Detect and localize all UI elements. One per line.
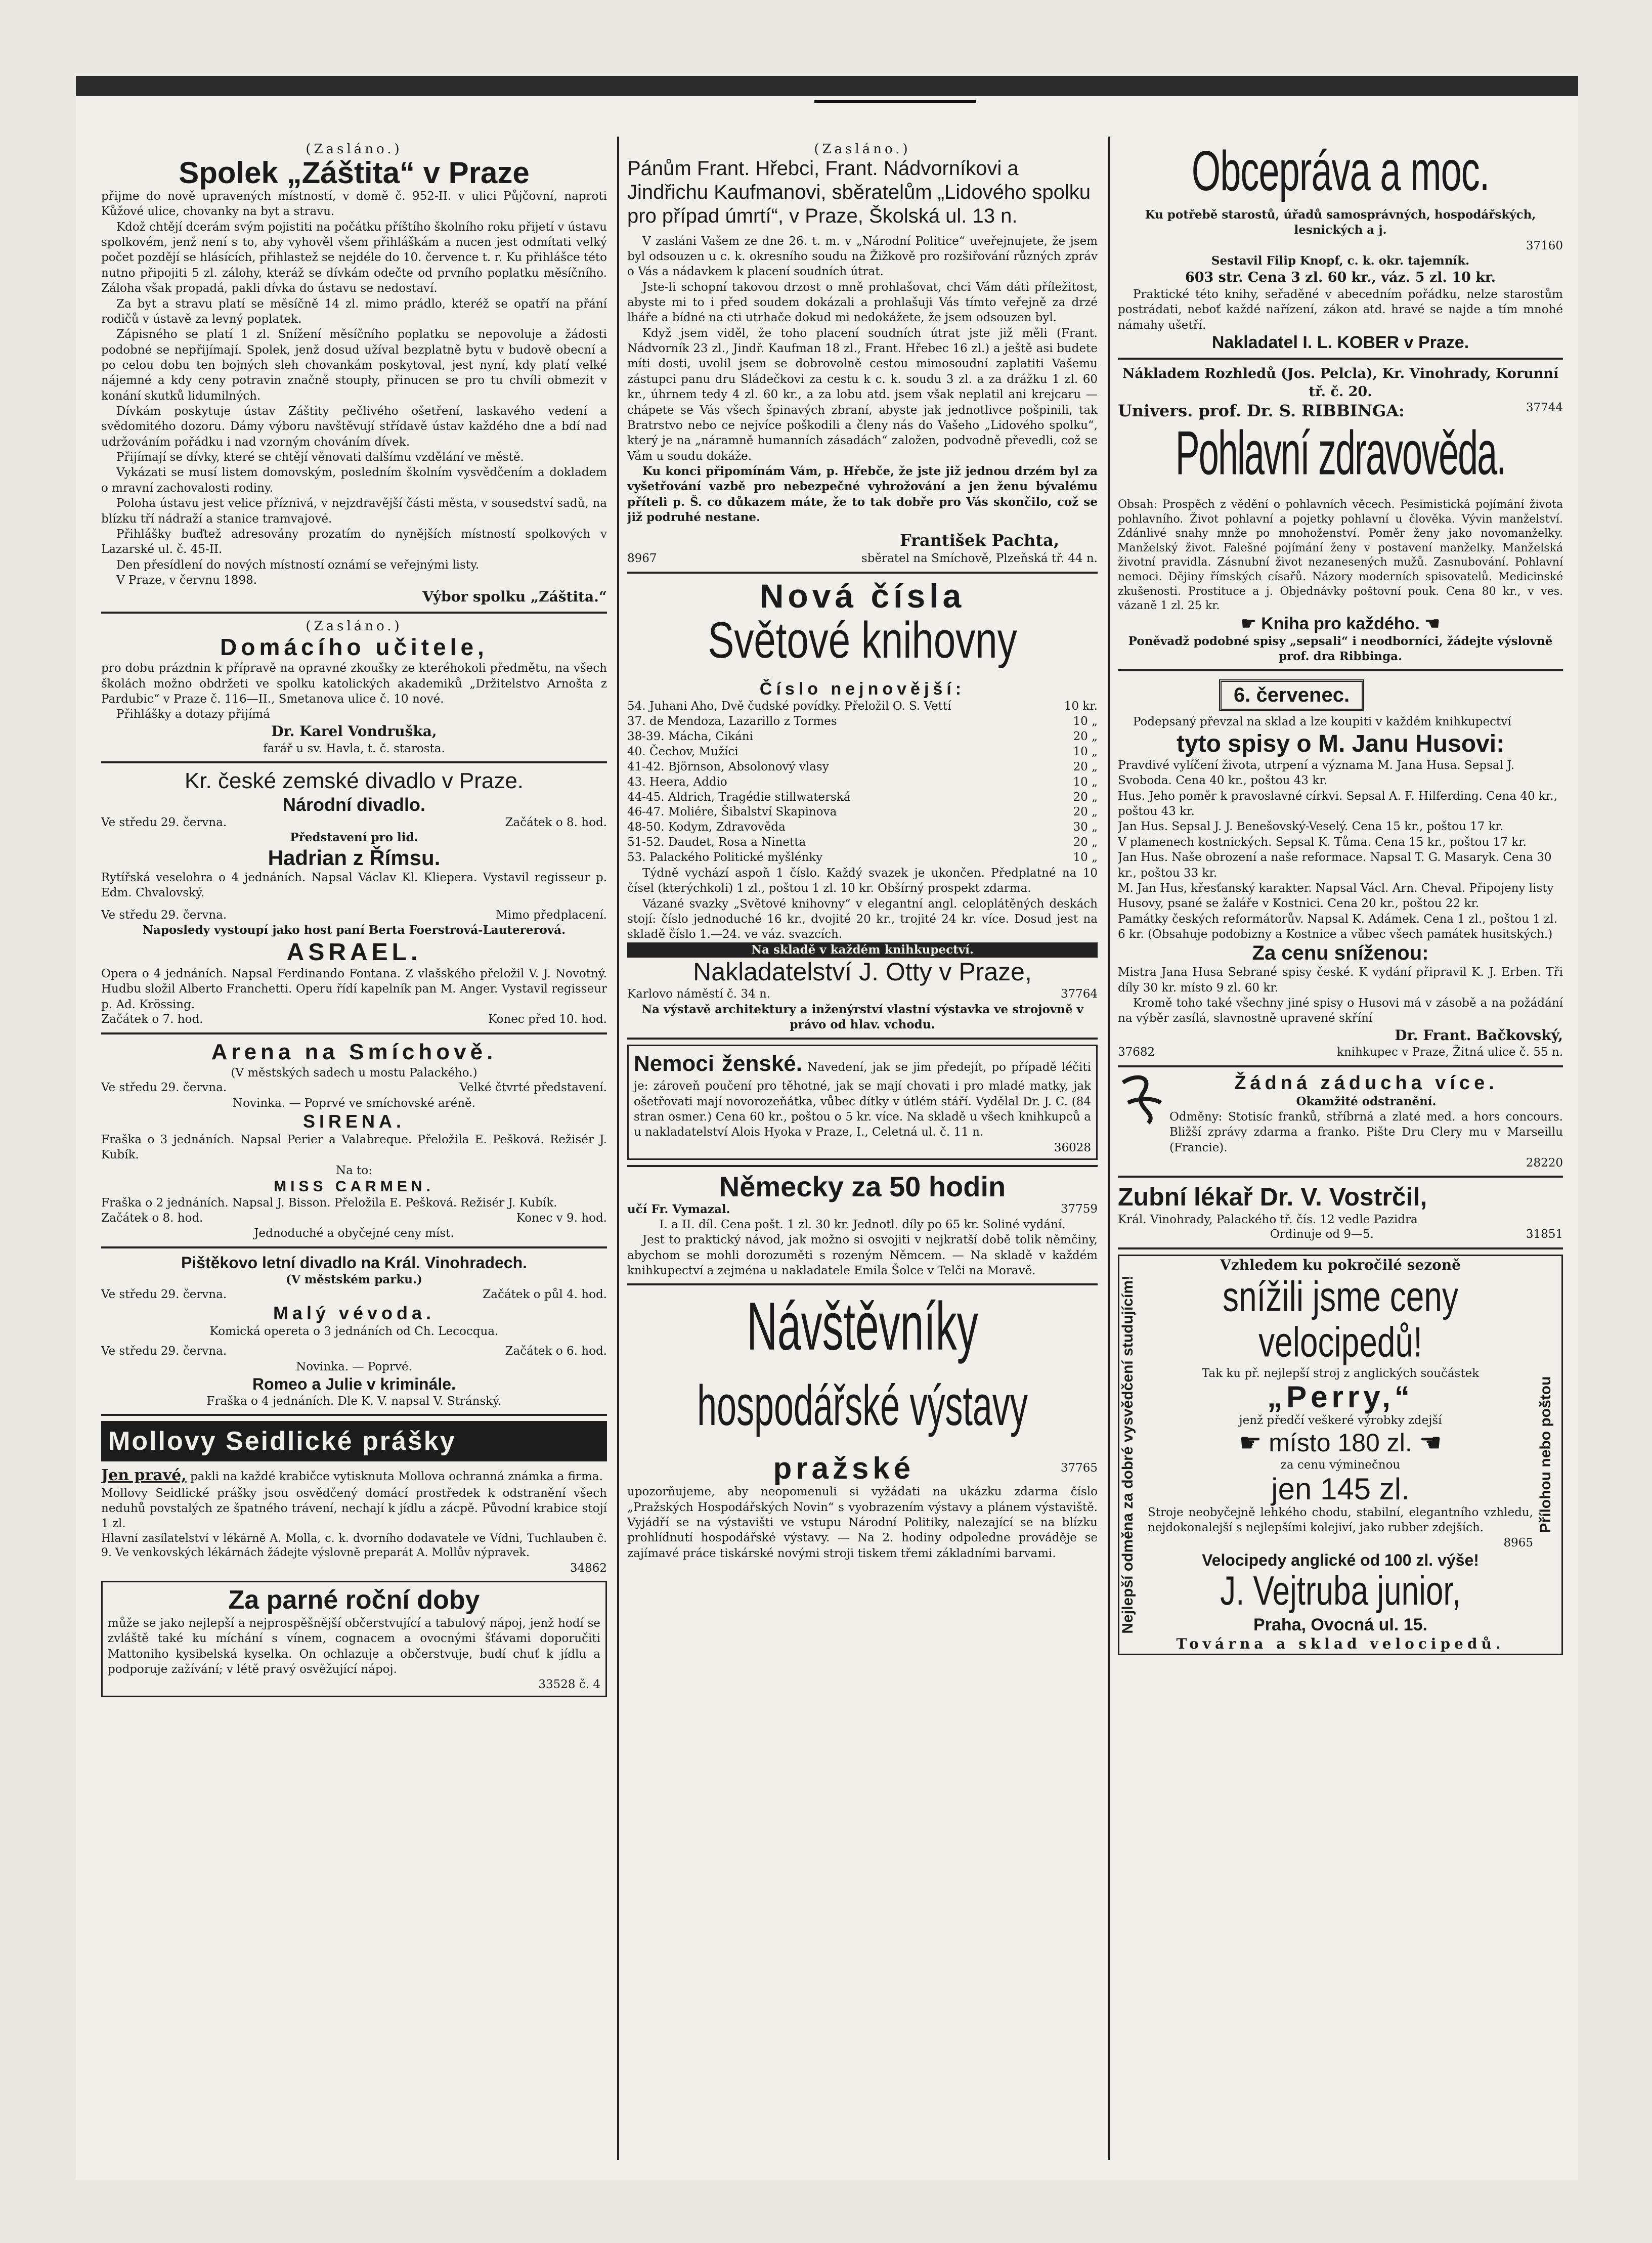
arena-start: Začátek o 8. hod. [101,1211,203,1225]
perry-firm: J. Vejtruba junior, [1220,1568,1461,1614]
cervenec-addr: knihkupec v Praze, Žitná ulice č. 55 n. [1337,1045,1563,1059]
hrebec-para-4: Ku konci připomínám Vám, p. Hřebče, že jste již jednou drzém byl za vyšetřování vazbě pro nebezpečné vyhrožování a jen ženu bývalému příteli p. Š. co důkazem máte, že to tak dobře pro Vás skončilo, což se již podruhé nestane. [627,464,1098,525]
arena-d2: Fraška o 2 jednáních. Napsal J. Bisson. Přeložila E. Pešková. Režisér J. Kubík. [101,1196,557,1210]
zubni-num: 31851 [1526,1228,1563,1241]
divadlo-title: Kr. české zemské divadlo v Praze. [184,768,524,793]
zastita-date: V Praze, v červnu 1898. [116,573,257,587]
hrebec-para-3: Když jsem viděl, že toho placení soudních útrat jste již měli (Frant. Nádvorník 23 zl., Jindř. Kaufman 18 zl., Frant. Hřebec 16 zl.) a ještě asi budete míti dosti, uvolil jsem se dobrovolně cestou mimosoudní zaplatiti Vašemu zástupci panu dru Sládečkovi za cestu k c. k. soudu 3 zl. a za drážku 1 zl. 60 kr., úhrnem tedy 4 zl. 60 kr., a za lobu atd. jsem však neplatil ani krejcaru — chápete se Vás všech špinavých zbraní, abyste jak jednotlivce pošpinili, tak Bratrstvo nebo ce nejvíce poškodili a členy nás do Vašeho „Lidového spolku“, který je na „náramně humanních zásadách“ založen, podvodně převedli, což se Vám u soudu dokáže. [627,326,1098,463]
ucitel-body: pro dobu prázdnin k přípravě na opravné zkoušky ze kteréhokoli předmětu, na všech školách možno obdržeti ve spolku katolických akademiků „Držitelstvo Arnošta z Pardubic“ v Praze č. 116—II., Smetanova ulice č. 10 nové. [101,662,607,706]
nemecky-body2: Jest to praktický návod, jak možno si osvojiti v nejkratší době tolik němčiny, abychom se mohli dorozuměti s rozeným Němcem. — Na skladě v každém knihkupectví a zejména u nakladatele Emila Šolce v Telči na Moravě. [627,1233,1098,1277]
pistekovo-sub: (V městském parku.) [286,1272,422,1286]
zastita-para-5: Dívkám poskytuje ústav Záštity pečlivého ošetření, laskavého vedení a svědomitého dozoru. Dámy výboru navštěvují střídavě ústav každého dne a bdí nad udržováním pořádku i nad vzorným chováním dívek. [101,405,607,449]
ad-navstevniky [627,1290,1098,1561]
svetove-h3: Číslo nejnovější: [759,679,966,699]
zastita-para-10: Den přesídlení do nových místností oznámí se veřejnými listy. [116,558,480,572]
pistekovo-title: Pištěkovo letní divadlo na Král. Vinohradech. [181,1253,528,1272]
svetove-num: 37764 [1060,987,1098,1001]
divider [101,761,607,763]
arena-d1: Fraška o 3 jednáních. Napsal Perier a Valabreque. Přeložila E. Pešková. Režisér J. Kubík. [101,1133,607,1162]
divadlo-p2-start: Začátek o 7. hod. [101,1013,203,1026]
divadlo-p1-date: Ve středu 29. června. [101,815,227,829]
perry-brand2: jenž předčí veškeré výrobky zdejší [1239,1414,1442,1428]
zastita-para-8: Poloha ústavu jest velice příznivá, v nejzdravější části města, v sousedství sadů, na blízku tří nádraží a stanice tramvajové. [101,497,607,526]
cervenec-date: 6. červenec. [1234,684,1350,707]
list-item: 54. Juhani Aho, Dvě čudské povídky. Přeložil O. S. Vettí 10 kr. [627,700,1098,713]
divider [1118,1065,1563,1067]
hrebec-num: 8967 [627,551,657,565]
perry-ang: Velocipedy anglické od 100 zl. výše! [1202,1550,1479,1569]
divider [1118,1176,1563,1178]
pohlavni-author: Univers. prof. Dr. S. RIBBINGA: [1118,401,1405,421]
zaslano-label: (Zasláno.) [306,619,403,634]
cervenec-sign: Dr. Frant. Bačkovský, [1395,1026,1563,1044]
arena-end: Konec v 9. hod. [516,1211,607,1225]
ad-zastita [101,142,607,607]
cervenec-title: tyto spisy o M. Janu Husovi: [1176,730,1505,757]
ad-mollovy [101,1421,607,1576]
divadlo-p2-date: Ve středu 29. června. [101,908,227,922]
ad-divadlo [101,768,607,1027]
divider [101,612,607,614]
monogram-logo [1118,1072,1163,1171]
top-rule [814,100,976,103]
hrebec-para-1: V zasláni Vašem ze dne 26. t. m. v „Národní Politice“ uveřejnujete, že jsem byl odsouzen u c. k. okresního soudu na Žižkově pro rozšiřování různých zpráv o Vás a nádavkem k placení soudních útrat. [627,234,1098,279]
list-item: Památky českých reformátorův. Napsal K. Adámek. Cena 1 zl., poštou 1 zl. 6 kr. (Obsahuje podobizny a Kostnice a vůbec všech památek husitských.) [1118,912,1557,941]
list-item: 37. de Mendoza, Lazarillo z Tormes 10 „ [627,715,1098,728]
pistekovo-a1b: Začátek o půl 4. hod. [483,1288,607,1302]
pistekovo-a1: Ve středu 29. června. [101,1288,227,1302]
parne-title: Za parné roční doby [228,1585,480,1615]
navstevniky-h2: hospodářské výstavy [697,1374,1028,1438]
pointing-hand-icon: ☚ [1419,1428,1442,1457]
zadna-num: 28220 [1526,1156,1563,1170]
mollovy-body: Mollovy Seidlické prášky jsou osvědčený domácí prostředek k odstranění všech neduhů povstalých ze špatného trávení, nechají k jídlu a zácpě. Původní krabice stojí 1 zl. [101,1486,607,1531]
navstevniky-body: upozorňujeme, aby neopomenuli si vyžádati na ukázku zdarma číslo „Pražských Hospodářských Novin“ s vyobrazením výstavy a plánem výstaviště. Vyjádří se na výstavišti ve vstupu Národní Politiky, nalezající se na blízku prohlídnutí hospodářské výstavy. — Na 2. hodiny odpoledne prováděje se zajímavé práce tiskárské novými stroji tiskem třemi základními barvami. [627,1485,1098,1560]
nemecky-num: 37759 [1060,1202,1098,1216]
divider [1118,669,1563,671]
column-rule-2 [1108,137,1110,2160]
column-2 [627,142,1098,2160]
zaslano-label: (Zasláno.) [306,142,403,157]
perry-body: Stroje neobyčejně lehkého chodu, stabilní, elegantního vzhledu, nejdokonalejší s nejlepšími kolejiví, jako rubber zdejších. [1148,1505,1533,1535]
divadlo-p2-title: ASRAEL. [286,938,422,966]
nemoci-num: 36028 [1054,1141,1091,1154]
svetove-note2: Vázané svazky „Světové knihovny“ v elegantní angl. celoplátěných deskách stojí: číslo jednoduché 16 kr., dvojité 20 kr., trojité 24 kr. více. Dosud jest na skladě číslo 1.—24. ve váz. svazcích. [627,897,1098,941]
svetove-note: Týdně vychází aspoň 1 číslo. Každý svazek je ukončen. Předplatné na 10 čísel (kterýchkoli) 1 zl., poštou 1 zl. 10 kr. Obšírný prospekt zdarma. [627,866,1098,895]
perry-tov: Továrna a sklad velocipedů. [1176,1635,1505,1652]
zubni-hours: Ordinuje od 9—5. [1270,1228,1374,1241]
arena-t2: MISS CARMEN. [274,1178,434,1195]
ad-nemecky [627,1172,1098,1278]
pistekovo-a2: Ve středu 29. června. [101,1345,227,1358]
ad-obcepravo [1118,142,1563,353]
list-item: 46-47. Moliére, Šibalství Skapinova 20 „ [627,805,1098,819]
arena-prices: Jednoduché a obyčejné ceny míst. [254,1227,454,1240]
ad-zubni [1118,1183,1563,1242]
divadlo-p2-end: Konec před 10. hod. [488,1013,607,1026]
pistekovo-t1: Malý vévoda. [273,1303,436,1324]
arena-t1: SIRENA. [302,1111,406,1132]
zubni-addr: Král. Vinohrady, Palackého tř. čís. 12 vedle Pazidra [1118,1213,1418,1226]
nemecky-title: Německy za 50 hodin [719,1171,1006,1203]
column-3 [1118,142,1563,2160]
cervenec-krome: Kromě toho také všechny jiné spisy o Husovi má v zásobě a na požádání na výběr zasílá, slavnostně upravené skříní [1118,997,1563,1025]
perry-zacenu: za cenu výminečnou [1280,1458,1401,1472]
perry-misto: ☛ místo 180 zl. ☚ [1239,1428,1442,1457]
pistekovo-t2: Romeo a Julie v kriminále. [252,1374,456,1393]
parne-num: 33528 č. 4 [538,1678,600,1692]
ad-zadna-zaducha [1118,1072,1563,1171]
ad-parne [101,1581,607,1697]
newspaper-page [76,76,1578,2180]
top-dark-band [76,76,1578,96]
pohlavni-num: 37744 [1526,401,1563,415]
obcepravo-author: Sestavil Filip Knopf, c. k. okr. tajemník. [1211,254,1470,268]
zubni-title: Zubní lékař Dr. V. Vostrčil, [1118,1183,1427,1212]
arena-show: Velké čtvrté představení. [459,1081,607,1094]
obcepravo-num: 37160 [1526,239,1563,252]
cervenec-intro: Podepsaný převzal na sklad a lze koupiti v každém knihkupectví [1133,715,1511,729]
ucitel-note: Přihlášky a dotazy přijímá [116,708,270,721]
ad-pohlavni [1118,365,1563,664]
hrebec-title: Pánům Frant. Hřebci, Frant. Nádvorníkovi a Jindřichu Kaufmanovi, sběratelům „Lidového spolku pro případ úmrtí“, v Praze, Školská ul. 13 n. [627,157,1091,228]
navstevniky-h3: pražské [773,1451,915,1486]
perry-num: 8965 [1503,1536,1533,1550]
obcepravo-body: Praktické této knihy, seřaděné v abecedním pořádku, nelze starostům postrádati, neboť každé nařízení, zákon atd. hravé se najde a tím mnohé námahy ušetří. [1118,288,1563,332]
perry-side-right: Přílohou nebo poštou [1537,1376,1554,1533]
nemecky-sub: učí Fr. Vymazal. [627,1202,730,1216]
divider [627,1165,1098,1167]
list-item: Pravdivé vylíčení života, utrpení a význama M. Jana Husa. Sepsal J. Svoboda. Cena 40 kr., poštou 43 kr. [1118,759,1515,788]
zastita-para-6: Přijímají se dívky, které se chtějí věnovati dalšímu vzdělání ve městě. [116,451,524,464]
divadlo-p1-title: Hadrian z Římsu. [268,845,441,870]
ad-pistekovo [101,1254,607,1409]
monogram-logo-graphic [1118,1072,1163,1128]
divadlo-p1-desc: Rytířská veselohra o 4 jednáních. Napsal Václav Kl. Kliepera. Vystavil regisseur p. Edm. Chvalovský. [101,871,607,900]
divadlo-sub: Národní divadlo. [282,794,426,815]
obcepravo-title: Obcepráva a moc. [1191,142,1490,202]
arena-sub: (V městských sadech u mostu Palackého.) [231,1066,477,1080]
divider [1118,358,1563,360]
mollovy-lead2: pakli na každé krabičce vytisknuta Mollova ochranná známka a firma. [190,1470,603,1484]
parne-body: může se jako nejlepší a nejprospěšnější občerstvující a tabulový nápoj, jenž hodí se zvláště také ku míchání s vínem, cognacem a ovocnými šťávami doporučiti Mattoniho kysibelská kyselka. On ochlazuje a občerstvuje, budí chuť k jídlu a podporuje zažívání; v létě pravý osvěžující nápoj. [108,1617,600,1676]
perry-lead: Vzhledem ku pokročilé sezoně [1220,1257,1461,1274]
pistekovo-a2b: Začátek o 6. hod. [505,1345,607,1358]
pistekovo-d1: Komická opereta o 3 jednáních od Ch. Lecocqua. [209,1325,499,1339]
pistekovo-d2: Fraška o 4 jednáních. Dle K. V. napsal V. Stránský. [206,1394,502,1408]
pointing-hand-icon: ☛ [1241,614,1256,633]
svetove-pub: Nakladatelství J. Otty v Praze, [693,958,1032,986]
list-item: V plamenech kostnických. Sepsal K. Tůma. Cena 15 kr., poštou 17 kr. [1118,835,1527,849]
perry-side-left: Nejlepší odměna za dobré vysvědčení studujícím! [1119,1275,1136,1634]
zaslano-label: (Zasláno.) [814,142,911,157]
mollovy-lead: Jen pravé, [101,1466,187,1485]
cervenec-snizenou: Za cenu sníženou: [1252,942,1429,965]
list-item: 51-52. Daudet, Rosa a Ninetta 20 „ [627,836,1098,849]
divadlo-p1-start: Začátek o 8. hod. [505,815,607,829]
arena-title: Arena na Smíchově. [211,1039,497,1064]
ad-perry [1118,1255,1563,1655]
perry-h2: velocipedů! [1258,1318,1422,1366]
zastita-title: Spolek „Záštita“ v Praze [179,156,530,190]
arena-date: Ve středu 29. června. [101,1081,227,1094]
perry-brand: „Perry,“ [1267,1380,1414,1414]
divadlo-p2-guest: Naposledy vystoupí jako host paní Berta Foerstrová-Lautererová. [142,923,566,937]
perry-h1: snížili jsme ceny [1223,1273,1458,1320]
navstevniky-h1: Návštěvníky [747,1288,978,1364]
zastita-para-3: Za byt a stravu platí se měsíčně 14 zl. mimo prádlo, kteréž se opatří na přání rodičů v ústavě za levný poplatek. [101,297,607,326]
ad-hrebec [627,142,1098,567]
pohlavni-note: Poněvadž podobné spisy „sepsali“ i neodborníci, žádejte výslovně prof. dra Ribbinga. [1128,634,1553,664]
pohlavni-title: Pohlavní zdravověda. [1175,419,1506,488]
ad-cervenec [1118,676,1563,1060]
perry-jen: jen 145 zl. [1271,1472,1410,1506]
zastita-para-1: přijme do nově upravených místností, v domě č. 952-II. v ulici Půjčovní, naproti Kůžové ulice, chovanky na byt a stravu. [101,190,607,219]
pohlavni-body: Obsah: Prospěch z vědění o pohlavních věcech. Pesimistická pojímání života pohlavního. Život pohlavní a pojetky pohlavní u člověka. Vývin manželství. Zdánlivé snahy mnže po mnohoženství. Poměr ženy jako novomanželky. Manželský život. Falešné pojímání ženy v postavení manželky. Manželská životní pravidla. Zásnubní život nezanesených mužů. Zasnubování. Pohlavní nemoci. Dějiny římských císařů. Názory moderních spisovatelů. Medicinské zkušenosti. Prostituce a j. Objednávky poštovní pouk. Cena 80 kr., v ves. vázaně 1 zl. 25 kr. [1118,498,1563,613]
svetove-h2: Světové knihovny [708,611,1017,669]
obcepravo-pub: Nakladatel I. L. KOBER v Praze. [1211,333,1469,353]
zastita-para-4: Zápisného se platí 1 zl. Snížení měsíčního poplatku se nepovoluje a žádosti podobné se nepřijímají. Spolek, jenž dosud užíval bezplatně bytu v budově obecní a po celou dobu ten bojných sleh chovankám poskytoval, jest nyní, kdy platí velké nájemné a kdy ceny potravin značně stoupły, přinucen se pro tu chvíli obmezit v konání skutků lidumilných. [101,328,607,403]
list-item: 43. Heera, Addio 10 „ [627,775,1098,789]
divadlo-p1-note: Představení pro lid. [290,831,418,845]
svetove-stock: Na skladě v každém knihkupectví. [627,942,1098,958]
ad-svetove-knihovny [627,579,1098,1032]
divadlo-p2-note: Mimo předplacení. [496,908,607,922]
arena-novinka: Novinka. — Poprvé ve smíchovské aréně. [233,1096,475,1110]
svetove-h1: Nová čísla [759,577,966,615]
list-item: M. Jan Hus, křesťanský karakter. Napsal Václ. Arn. Cheval. Připojeny listy Husovy, psané se žaláře v Kostnici. Cena 20 kr., poštou 22 kr. [1118,881,1554,911]
list-item: 40. Čechov, Mužíci 10 „ [627,745,1098,758]
hrebec-sign: František Pachta, [899,531,1059,550]
list-item: 48-50. Kodym, Zdravověda 30 „ [627,821,1098,834]
svetove-list [627,699,1098,866]
mollovy-num: 34862 [570,1561,607,1575]
mollovy-banner: Mollovy Seidlické prášky [101,1421,607,1461]
pointing-hand-icon: ☚ [1424,614,1440,633]
svetove-prize: Na výstavě architektury a inženýrství vlastní výstavka ve strojovně v právo od hlav. vchodu. [641,1002,1083,1031]
zastita-para-2: Kdož chtějí dcerám svým pojistiti na počátku příštího školního roku přijetí v ústavu spolkovém, jenž není s to, aby vyhověl všem přihláškám a nucen jest odmítati velký počet pozdějí se hlásících, přihlastež se nejdéle do 10. července t. r. Ku přihlášce této nutno připojiti 5 zl. zálohy, kteráž se dívkám odečte od prvního poplatku měsíčního. Záloha však propadá, pakli dívka do ústavu se nedostaví. [101,220,607,295]
arena-na: Na to: [336,1163,372,1177]
obcepravo-sub: Ku potřebě starostů, úřadů samosprávných, hospodářských, lesnických a j. [1145,208,1536,237]
divider [627,1038,1098,1040]
list-item: 53. Palackého Politické myšlénky 10 „ [627,851,1098,865]
pohlavni-pub: Nákladem Rozhledů (Jos. Pelcla), Kr. Vinohrady, Korunní tř. č. 20. [1122,366,1559,400]
column-1 [101,142,607,2160]
cervenec-num: 37682 [1118,1045,1155,1059]
svetove-addr: Karlovo náměstí č. 34 n. [627,987,771,1001]
divider [627,1283,1098,1285]
pointing-hand-icon: ☛ [1239,1428,1262,1457]
ucitel-title: Domácího učitele, [220,634,488,661]
list-item: 44-45. Aldrich, Tragédie stillwaterská 20 „ [627,790,1098,804]
zadna-body: Odměny: Stotisíc franků, stříbrná a zlaté med. a hors concours. Bližší zprávy zdarma a franko. Pište Dru Clery mu v Marseillu (Francie). [1169,1110,1563,1154]
list-item: 38-39. Mácha, Cikáni 20 „ [627,729,1098,743]
divider [101,1032,607,1034]
list-item: Jan Hus. Sepsal J. J. Benešovský-Veselý. Cena 15 kr., poštou 17 kr. [1118,820,1504,834]
ad-nemoci [627,1045,1098,1160]
ucitel-name: Dr. Karel Vondruška, [271,722,437,740]
pohlavni-banner: ☛ Kniha pro každého. ☚ [1241,614,1440,633]
divider [101,1414,607,1416]
mollovy-depot: Hlavní zasílatelství v lékárně A. Molla, c. k. dvorního dodavatele ve Vídni, Tuchlauben č. 9. Ve venkovských lékárnách žádejte výslovně preparát A. Mollův nýpravek. [101,1532,607,1560]
ad-arena [101,1040,607,1241]
hrebec-signsub: sběratel na Smíchově, Plzeňská tř. 44 n. [861,551,1098,565]
zadna-sub: Okamžité odstranění. [1296,1094,1437,1108]
zadna-title: Žádná záducha více. [1234,1072,1498,1094]
ad-ucitel [101,619,607,756]
pistekovo-n: Novinka. — Poprvé. [296,1360,412,1374]
navstevniky-num: 37765 [1060,1461,1098,1475]
nemoci-title: Nemoci ženské. [634,1051,803,1076]
hrebec-para-2: Jste-li schopní takovou drzost o mně prohlašovat, chci Vám dáti příležitost, abyste mi to i před soudem dokázali a prohlašuji Vás tímto veřejně za drzé lháře a bídné na cti utrhače dokud mi nedokážete, že jsem odsouzen byl. [627,280,1098,325]
list-item: 41-42. Björnson, Absolonový vlasy 20 „ [627,760,1098,773]
nemecky-body: I. a II. díl. Cena pošt. 1 zl. 30 kr. Jednotl. díly po 65 kr. Soliné vydání. [659,1218,1066,1231]
zastita-sign: Výbor spolku „Záštita.“ [422,588,607,606]
hus-list [1118,758,1563,942]
cervenec-mistra: Mistra Jana Husa Sebrané spisy české. K vydání připravil K. J. Erben. Tři díly 30 kr. místo 9 zl. 60 kr. [1118,966,1563,995]
zastita-para-9: Přihlášky buďtež adresovány prozatím do nynějších místností spolkových v Lazarské ul. č. 45-II. [101,527,607,556]
perry-tak: Tak ku př. nejlepší stroj z anglických součástek [1201,1367,1480,1381]
zastita-para-7: Vykázati se musí listem domovským, posledním školním vysvědčením a dokladem o mravní zachovalosti rodiny. [101,466,607,495]
divider [101,1246,607,1248]
list-item: Hus. Jeho poměr k pravoslavné církvi. Sepsal A. F. Hilferding. Cena 40 kr., poštou 43 kr. [1118,789,1557,818]
ucitel-addr: farář u sv. Havla, t. č. starosta. [263,742,445,755]
perry-addr: Praha, Ovocná ul. 15. [1253,1615,1427,1634]
column-rule-1 [617,137,619,2160]
list-item: Jan Hus. Naše obrození a naše reformace. Napsal T. G. Masaryk. Cena 30 kr., poštou 33 kr. [1118,851,1552,880]
obcepravo-price: 603 str. Cena 3 zl. 60 kr., váz. 5 zl. 10 kr. [1185,270,1496,286]
divider [627,572,1098,574]
divadlo-p2-desc: Opera o 4 jednáních. Napsal Ferdinando Fontana. Z vlašského přeložil V. J. Novotný. Hudbu složil Alberto Franchetti. Operu řídí kapelník pan M. Anger. Vystavil regisseur p. Ad. Krössing. [101,967,607,1011]
nemoci-body: Navedení, jak se jim předejít, po případě léčiti je: zároveň poučení pro těhotné, jak se mají chovati i pro mladé matky, jak ošetřovati mají novorozeňátka, vůbec dítky v útlém stáří. Vydělal Dr. J. C. (84 stran osmer.) Cena 60 kr., poštou o 5 kr. více. Na skladě u všech knihkupců a u nakladatelství Alois Hyoka v Praze, I., Celetná ul. č. 11 n. [634,1061,1092,1139]
divider [1118,1247,1563,1249]
